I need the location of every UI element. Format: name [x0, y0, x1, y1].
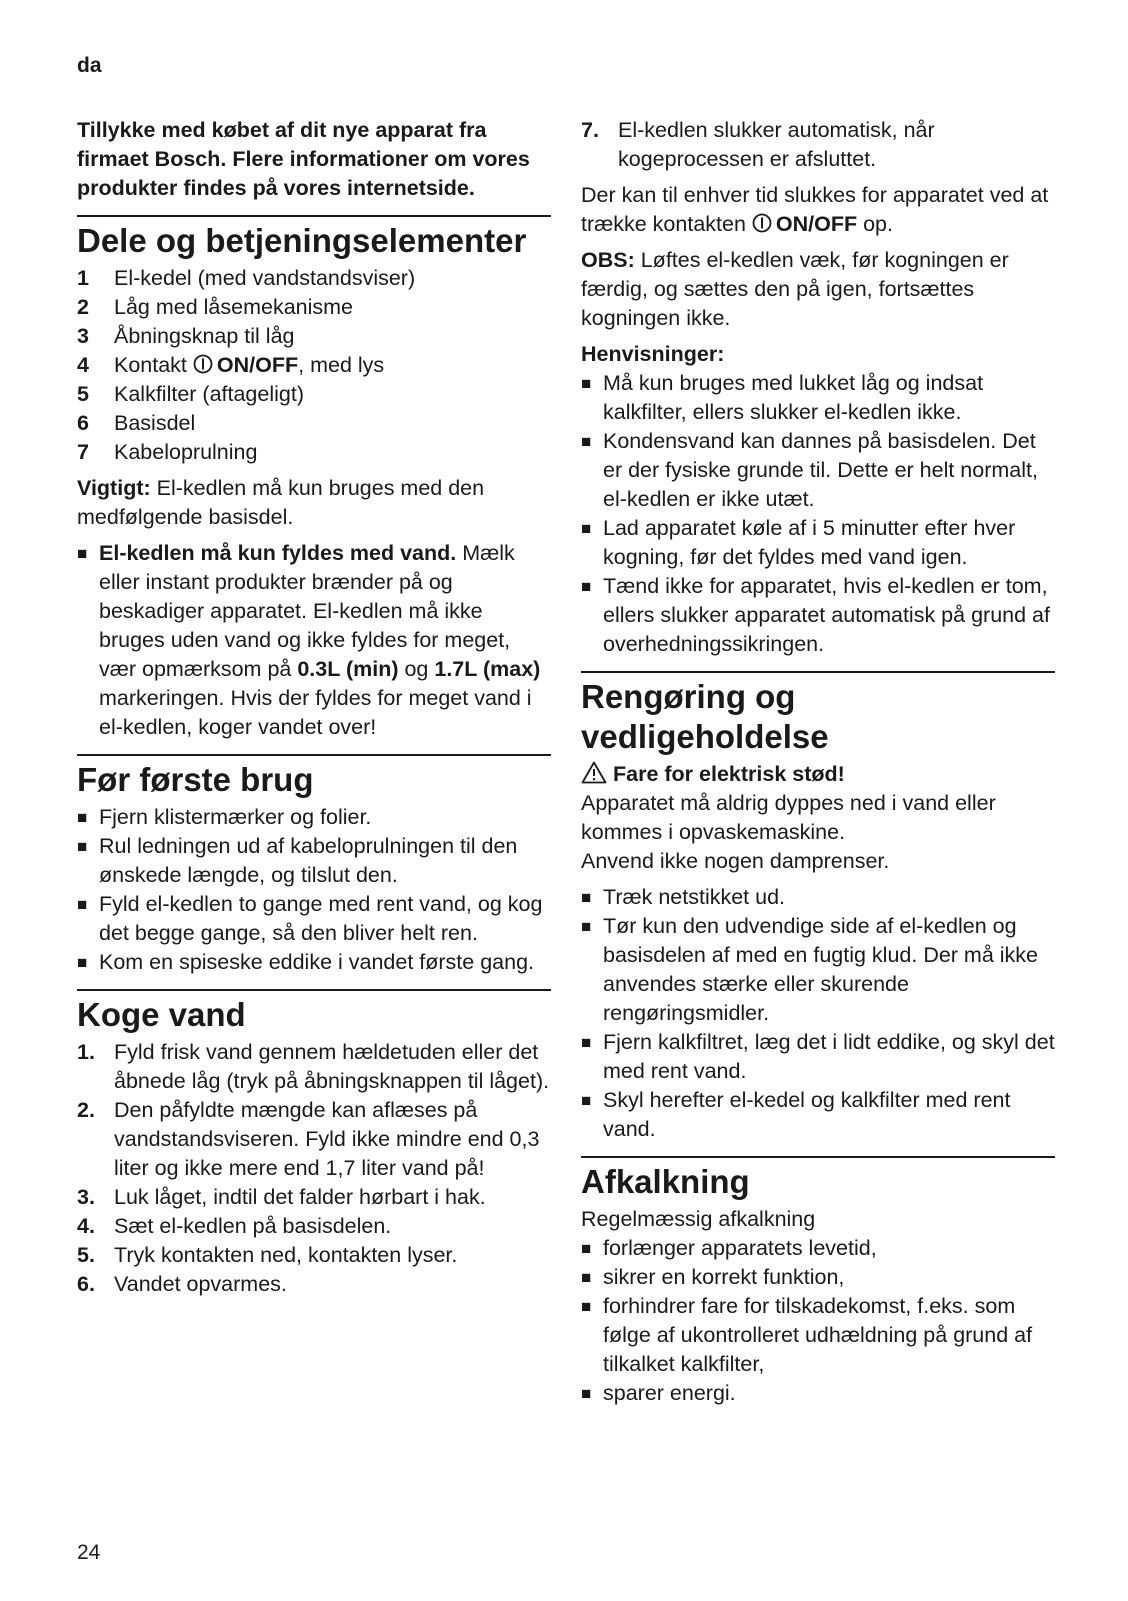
- water-note-list: [77, 539, 551, 742]
- water-note-lead: El-kedlen må kun fyldes med vand.: [99, 541, 457, 565]
- item-text: Åbningsknap til låg: [114, 324, 295, 348]
- item-number: 2: [77, 295, 89, 319]
- obs-text: Løftes el-kedlen væk, før kogningen er færdig, og sættes den på igen, fortsættes kogningen ikke.: [581, 248, 1009, 330]
- list-item-text: sparer energi.: [603, 1381, 736, 1405]
- shock-warning: [581, 760, 1055, 789]
- step-number: 4.: [77, 1214, 95, 1238]
- list-item-text: Træk netstikket ud.: [603, 885, 786, 909]
- important-text: El-kedlen må kun bruges med den medfølgende basisdel.: [77, 476, 485, 529]
- step-text: Den påfyldte mængde kan aflæses på vandstandsviseren. Fyld ikke mindre end 0,3 liter og ikke mere end 1,7 liter vand på!: [114, 1098, 540, 1180]
- section-title-descaling: Afkalkning: [581, 1163, 750, 1200]
- water-note-text: [99, 539, 551, 742]
- item-text: Kabeloprulning: [114, 440, 258, 464]
- bullet-icon: ■: [77, 953, 88, 972]
- bullet-icon: ■: [581, 1239, 592, 1258]
- hints-list: [581, 369, 1055, 659]
- cleaning-line: Anvend ikke nogen damprenser.: [581, 849, 890, 873]
- parts-item: [77, 380, 551, 409]
- bullet-icon: ■: [581, 1268, 592, 1287]
- descaling-intro: Regelmæssig afkalkning: [581, 1207, 816, 1231]
- step-item: [77, 1212, 551, 1241]
- cleaning-note: [581, 789, 1055, 876]
- parts-item: [77, 438, 551, 467]
- step-item: [77, 1038, 551, 1096]
- parts-item: [77, 293, 551, 322]
- step-item: [77, 1241, 551, 1270]
- bullet-icon: ■: [581, 519, 592, 538]
- list-item: [581, 514, 1055, 572]
- intro-text: Tillykke med købet af dit nye apparat fra firmaet Bosch. Flere informationer om vores produkter findes på vores internetside.: [77, 118, 530, 200]
- list-item: [581, 1234, 1055, 1263]
- section-before-first-use: [77, 754, 551, 977]
- parts-item: [77, 264, 551, 293]
- cleaning-line: Apparatet må aldrig dyppes ned i vand eller kommes i opvaskemaskine.: [581, 791, 996, 844]
- item-text: Låg med låsemekanisme: [114, 295, 354, 319]
- bullet-icon: ■: [581, 917, 592, 936]
- item-text: [114, 351, 384, 380]
- list-item-text: Kondensvand kan dannes på basisdelen. Det er der fysiske grunde til. Dette er helt normalt, el-kedlen er ikke utæt.: [603, 429, 1038, 511]
- list-item: [581, 1263, 1055, 1292]
- obs-label: OBS:: [581, 248, 635, 272]
- parts-item: [77, 322, 551, 351]
- section-title-boil: Koge vand: [77, 996, 246, 1033]
- list-item: [77, 803, 551, 832]
- list-item-text: Må kun bruges med lukket låg og indsat kalkfilter, ellers slukker el-kedlen ikke.: [603, 371, 984, 424]
- title-line: Rengøring og: [581, 678, 796, 715]
- bullet-icon: ■: [581, 1091, 592, 1110]
- list-item-text: Rul ledningen ud af kabeloprulningen til den ønskede længde, og tilslut den.: [99, 834, 518, 887]
- step-number: 5.: [77, 1243, 95, 1267]
- step-item: [77, 1183, 551, 1212]
- step-item: [77, 1270, 551, 1299]
- list-item: [581, 1028, 1055, 1086]
- list-item-text: Tænd ikke for apparatet, hvis el-kedlen er tom, ellers slukker apparatet automatisk på grund af overhedningssikringen.: [603, 574, 1050, 656]
- list-item: [581, 572, 1055, 659]
- bullet-icon: ■: [77, 808, 88, 827]
- list-item-text: Skyl herefter el-kedel og kalkfilter med rent vand.: [603, 1088, 1011, 1141]
- list-item-text: Lad apparatet køle af i 5 minutter efter hver kogning, før det fyldes med vand igen.: [603, 516, 1016, 569]
- list-item: [581, 1086, 1055, 1144]
- before-list: [77, 803, 551, 977]
- item-text-post: , med lys: [298, 353, 385, 377]
- step-text: Fyld frisk vand gennem hældetuden eller det åbnede låg (tryk på åbningsknappen til låget).: [114, 1040, 550, 1093]
- parts-list: [77, 264, 551, 467]
- hints-title: Henvisninger:: [581, 342, 725, 366]
- section-cleaning: [581, 671, 1055, 1144]
- bullet-icon: ■: [581, 1033, 592, 1052]
- item-number: 3: [77, 324, 89, 348]
- list-item-text: Tør kun den udvendige side af el-kedlen og basisdelen af med en fugtig klud. Der må ikke anvendes stærke eller skurende rengøringsmidler.: [603, 914, 1039, 1025]
- onoff-label: ON/OFF: [775, 212, 858, 236]
- step-text: Luk låget, indtil det falder hørbart i hak.: [114, 1185, 486, 1209]
- section-boil-water: [77, 989, 551, 1299]
- section-parts: [77, 215, 551, 742]
- step-number: 3.: [77, 1185, 95, 1209]
- bullet-icon: ■: [581, 1297, 592, 1316]
- step-text: Sæt el-kedlen på basisdelen.: [114, 1214, 392, 1238]
- list-item: [77, 890, 551, 948]
- onoff-label: ON/OFF: [216, 353, 299, 377]
- bullet-icon: ■: [581, 577, 592, 596]
- bullet-icon: ■: [581, 432, 592, 451]
- warning-text: Fare for elektrisk stød!: [613, 762, 845, 786]
- item-text-pre: Kontakt: [114, 353, 187, 377]
- parts-item: [77, 351, 551, 380]
- switch-off-text: Der kan til enhver tid slukkes for apparatet ved at trække kontakten: [581, 183, 1049, 236]
- boil-steps: [77, 1038, 551, 1299]
- list-item: [581, 427, 1055, 514]
- parts-item: [77, 409, 551, 438]
- list-item-text: sikrer en korrekt funktion,: [603, 1265, 845, 1289]
- item-text: Basisdel: [114, 411, 196, 435]
- list-item-text: forlænger apparatets levetid,: [603, 1236, 877, 1260]
- list-item-text: Fjern kalkfiltret, læg det i lidt eddike, og skyl det med rent vand.: [603, 1030, 1055, 1083]
- section-title-cleaning: [581, 677, 1055, 757]
- important-note: [77, 474, 551, 532]
- warning-icon: [581, 761, 607, 784]
- item-number: 1: [77, 266, 89, 290]
- title-line: vedligeholdelse: [581, 718, 829, 755]
- section-title-before: Før første brug: [77, 761, 314, 798]
- important-label: Vigtigt:: [77, 476, 151, 500]
- min-marking: 0.3L (min): [297, 657, 399, 681]
- bullet-icon: ■: [581, 888, 592, 907]
- obs-note: [581, 246, 1055, 333]
- descaling-list: [581, 1234, 1055, 1408]
- step-text: Vandet opvarmes.: [114, 1272, 287, 1296]
- bullet-icon: ■: [581, 374, 592, 393]
- spacer: [581, 876, 1055, 883]
- water-note-part: Mælk eller instant produkter brænder på og beskadiger apparatet. El-kedlen må ikke bruges uden vand og ikke fyldes for meget, vær opmærksom på: [99, 541, 515, 681]
- water-note-part: markeringen. Hvis der fyldes for meget vand i el-kedlen, koger vandet over!: [99, 686, 532, 739]
- list-item-text: forhindrer fare for tilskadekomst, f.eks. som følge af ukontrolleret udhældning på grund af tilkalket kalkfilter,: [603, 1294, 1033, 1376]
- switch-off-post: op.: [857, 212, 893, 236]
- water-note-part: og: [398, 657, 435, 681]
- step-item: [581, 116, 1055, 174]
- max-marking: 1.7L (max): [434, 657, 541, 681]
- step-text: Tryk kontakten ned, kontakten lyser.: [114, 1243, 458, 1267]
- power-icon: [752, 213, 772, 233]
- item-number: 4: [77, 353, 89, 377]
- list-item: [77, 948, 551, 977]
- step-number: 6.: [77, 1272, 95, 1296]
- list-item-text: Fjern klistermærker og folier.: [99, 805, 372, 829]
- list-item: [581, 912, 1055, 1028]
- bullet-icon: ■: [77, 837, 88, 856]
- item-number: 7: [77, 440, 89, 464]
- bullet-icon: ■: [77, 544, 88, 563]
- page-number: 24: [77, 1541, 101, 1564]
- item-text: El-kedel (med vandstandsviser): [114, 266, 416, 290]
- list-item: [581, 883, 1055, 912]
- section-descaling: [581, 1156, 1055, 1408]
- boil-steps-continued: [581, 116, 1055, 174]
- left-column: [77, 116, 551, 1306]
- list-item: [77, 832, 551, 890]
- switch-off-note: [581, 181, 1055, 239]
- item-number: 5: [77, 382, 89, 406]
- water-note: [77, 539, 551, 742]
- list-item: [581, 1379, 1055, 1408]
- list-item-text: Kom en spiseske eddike i vandet første gang.: [99, 950, 535, 974]
- language-code: da: [77, 54, 102, 77]
- power-icon: [193, 354, 213, 374]
- cleaning-list: [581, 883, 1055, 1144]
- step-item: [77, 1096, 551, 1183]
- list-item: [581, 1292, 1055, 1379]
- item-text: Kalkfilter (aftageligt): [114, 382, 304, 406]
- bullet-icon: ■: [77, 895, 88, 914]
- step-text: El-kedlen slukker automatisk, når kogeprocessen er afsluttet.: [618, 118, 935, 171]
- right-column: [581, 116, 1055, 1415]
- bullet-icon: ■: [581, 1384, 592, 1403]
- step-number: 7.: [581, 118, 599, 142]
- section-title-parts: Dele og betjeningselementer: [77, 222, 527, 259]
- step-number: 1.: [77, 1040, 95, 1064]
- list-item-text: Fyld el-kedlen to gange med rent vand, og kog det begge gange, så den bliver helt ren.: [99, 892, 543, 945]
- item-number: 6: [77, 411, 89, 435]
- list-item: [581, 369, 1055, 427]
- step-number: 2.: [77, 1098, 95, 1122]
